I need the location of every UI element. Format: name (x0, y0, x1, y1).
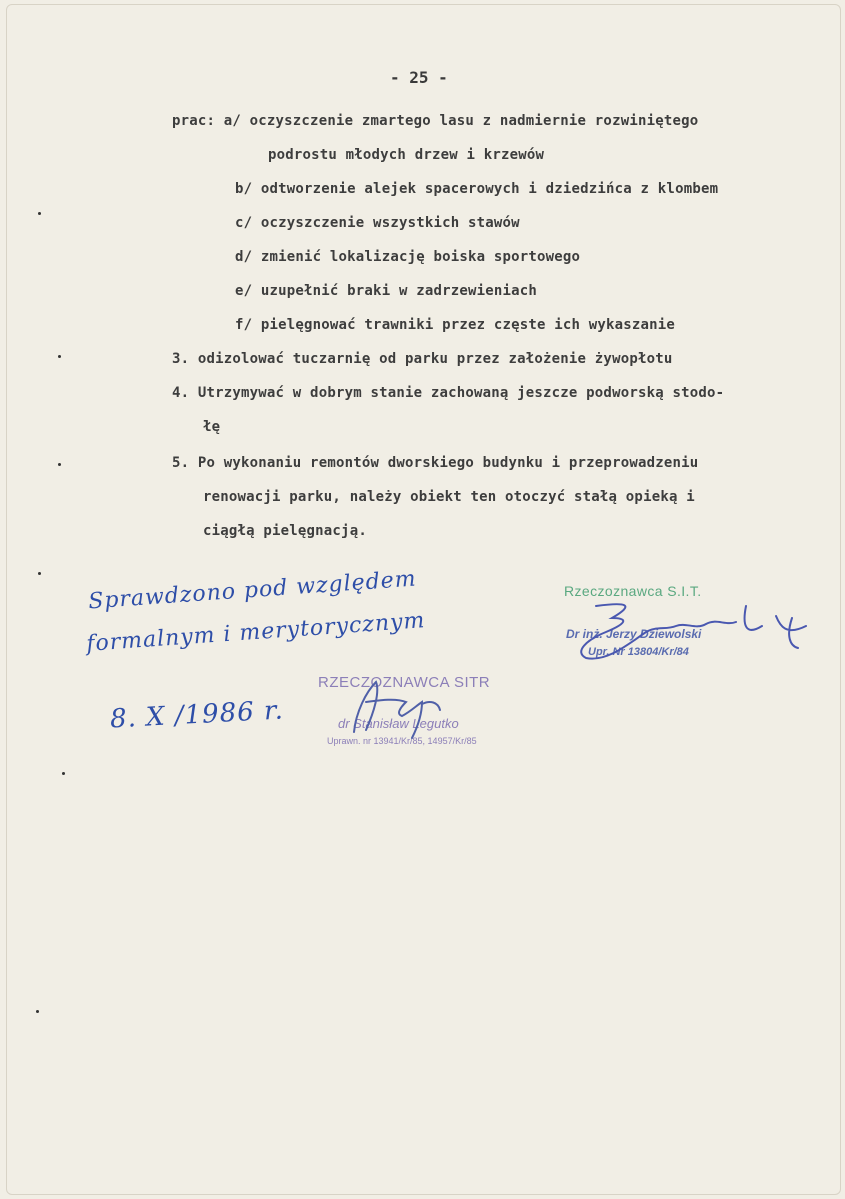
typed-line: 4. Utrzymywać w dobrym stanie zachowaną jeszcze podworską stodo- (172, 385, 725, 401)
stamp-right-license: Upr. Nr 13804/Kr/84 (588, 646, 689, 658)
signature-right (566, 596, 816, 666)
page-number: - 25 - (390, 68, 448, 87)
typed-line: ciągłą pielęgnacją. (203, 523, 367, 539)
stamp-right-title: Rzeczoznawca S.I.T. (564, 583, 702, 599)
margin-mark (38, 572, 41, 575)
margin-mark (58, 463, 61, 466)
signature-left (336, 672, 456, 742)
stamp-right-name: Dr inż. Jerzy Dziewolski (566, 627, 702, 641)
stamp-left-title: RZECZOZNAWCA SITR (318, 674, 491, 691)
typed-line: f/ pielęgnować trawniki przez częste ich wykaszanie (235, 317, 676, 333)
handwritten-note-line1: Sprawdzono pod względem (87, 566, 418, 615)
typed-line: renowacji parku, należy obiekt ten otoczyć stałą opieką i (203, 489, 695, 505)
typed-line: prac: a/ oczyszczenie zmartego lasu z nadmiernie rozwiniętego (172, 113, 699, 129)
stamp-left-name: dr Stanisław Legutko (338, 716, 459, 731)
margin-mark (36, 1010, 39, 1013)
margin-mark (62, 772, 65, 775)
handwritten-date: 8. X /1986 r. (109, 695, 285, 735)
typed-line: b/ odtworzenie alejek spacerowych i dziedzińca z klombem (235, 181, 719, 197)
typed-line: d/ zmienić lokalizację boiska sportowego (235, 249, 581, 265)
typed-line: c/ oczyszczenie wszystkich stawów (235, 215, 520, 231)
typed-line: 3. odizolować tuczarnię od parku przez założenie żywopłotu (172, 351, 673, 367)
typed-line: łę (203, 419, 221, 435)
stamp-left-license: Uprawn. nr 13941/Kr/85, 14957/Kr/85 (327, 736, 477, 746)
typed-line: podrostu młodych drzew i krzewów (268, 147, 545, 163)
typed-line: 5. Po wykonaniu remontów dworskiego budynku i przeprowadzeniu (172, 455, 699, 471)
typed-line: e/ uzupełnić braki w zadrzewieniach (235, 283, 538, 299)
handwritten-note-line2: formalnym i merytorycznym (85, 608, 427, 657)
margin-mark (38, 212, 41, 215)
margin-mark (58, 355, 61, 358)
